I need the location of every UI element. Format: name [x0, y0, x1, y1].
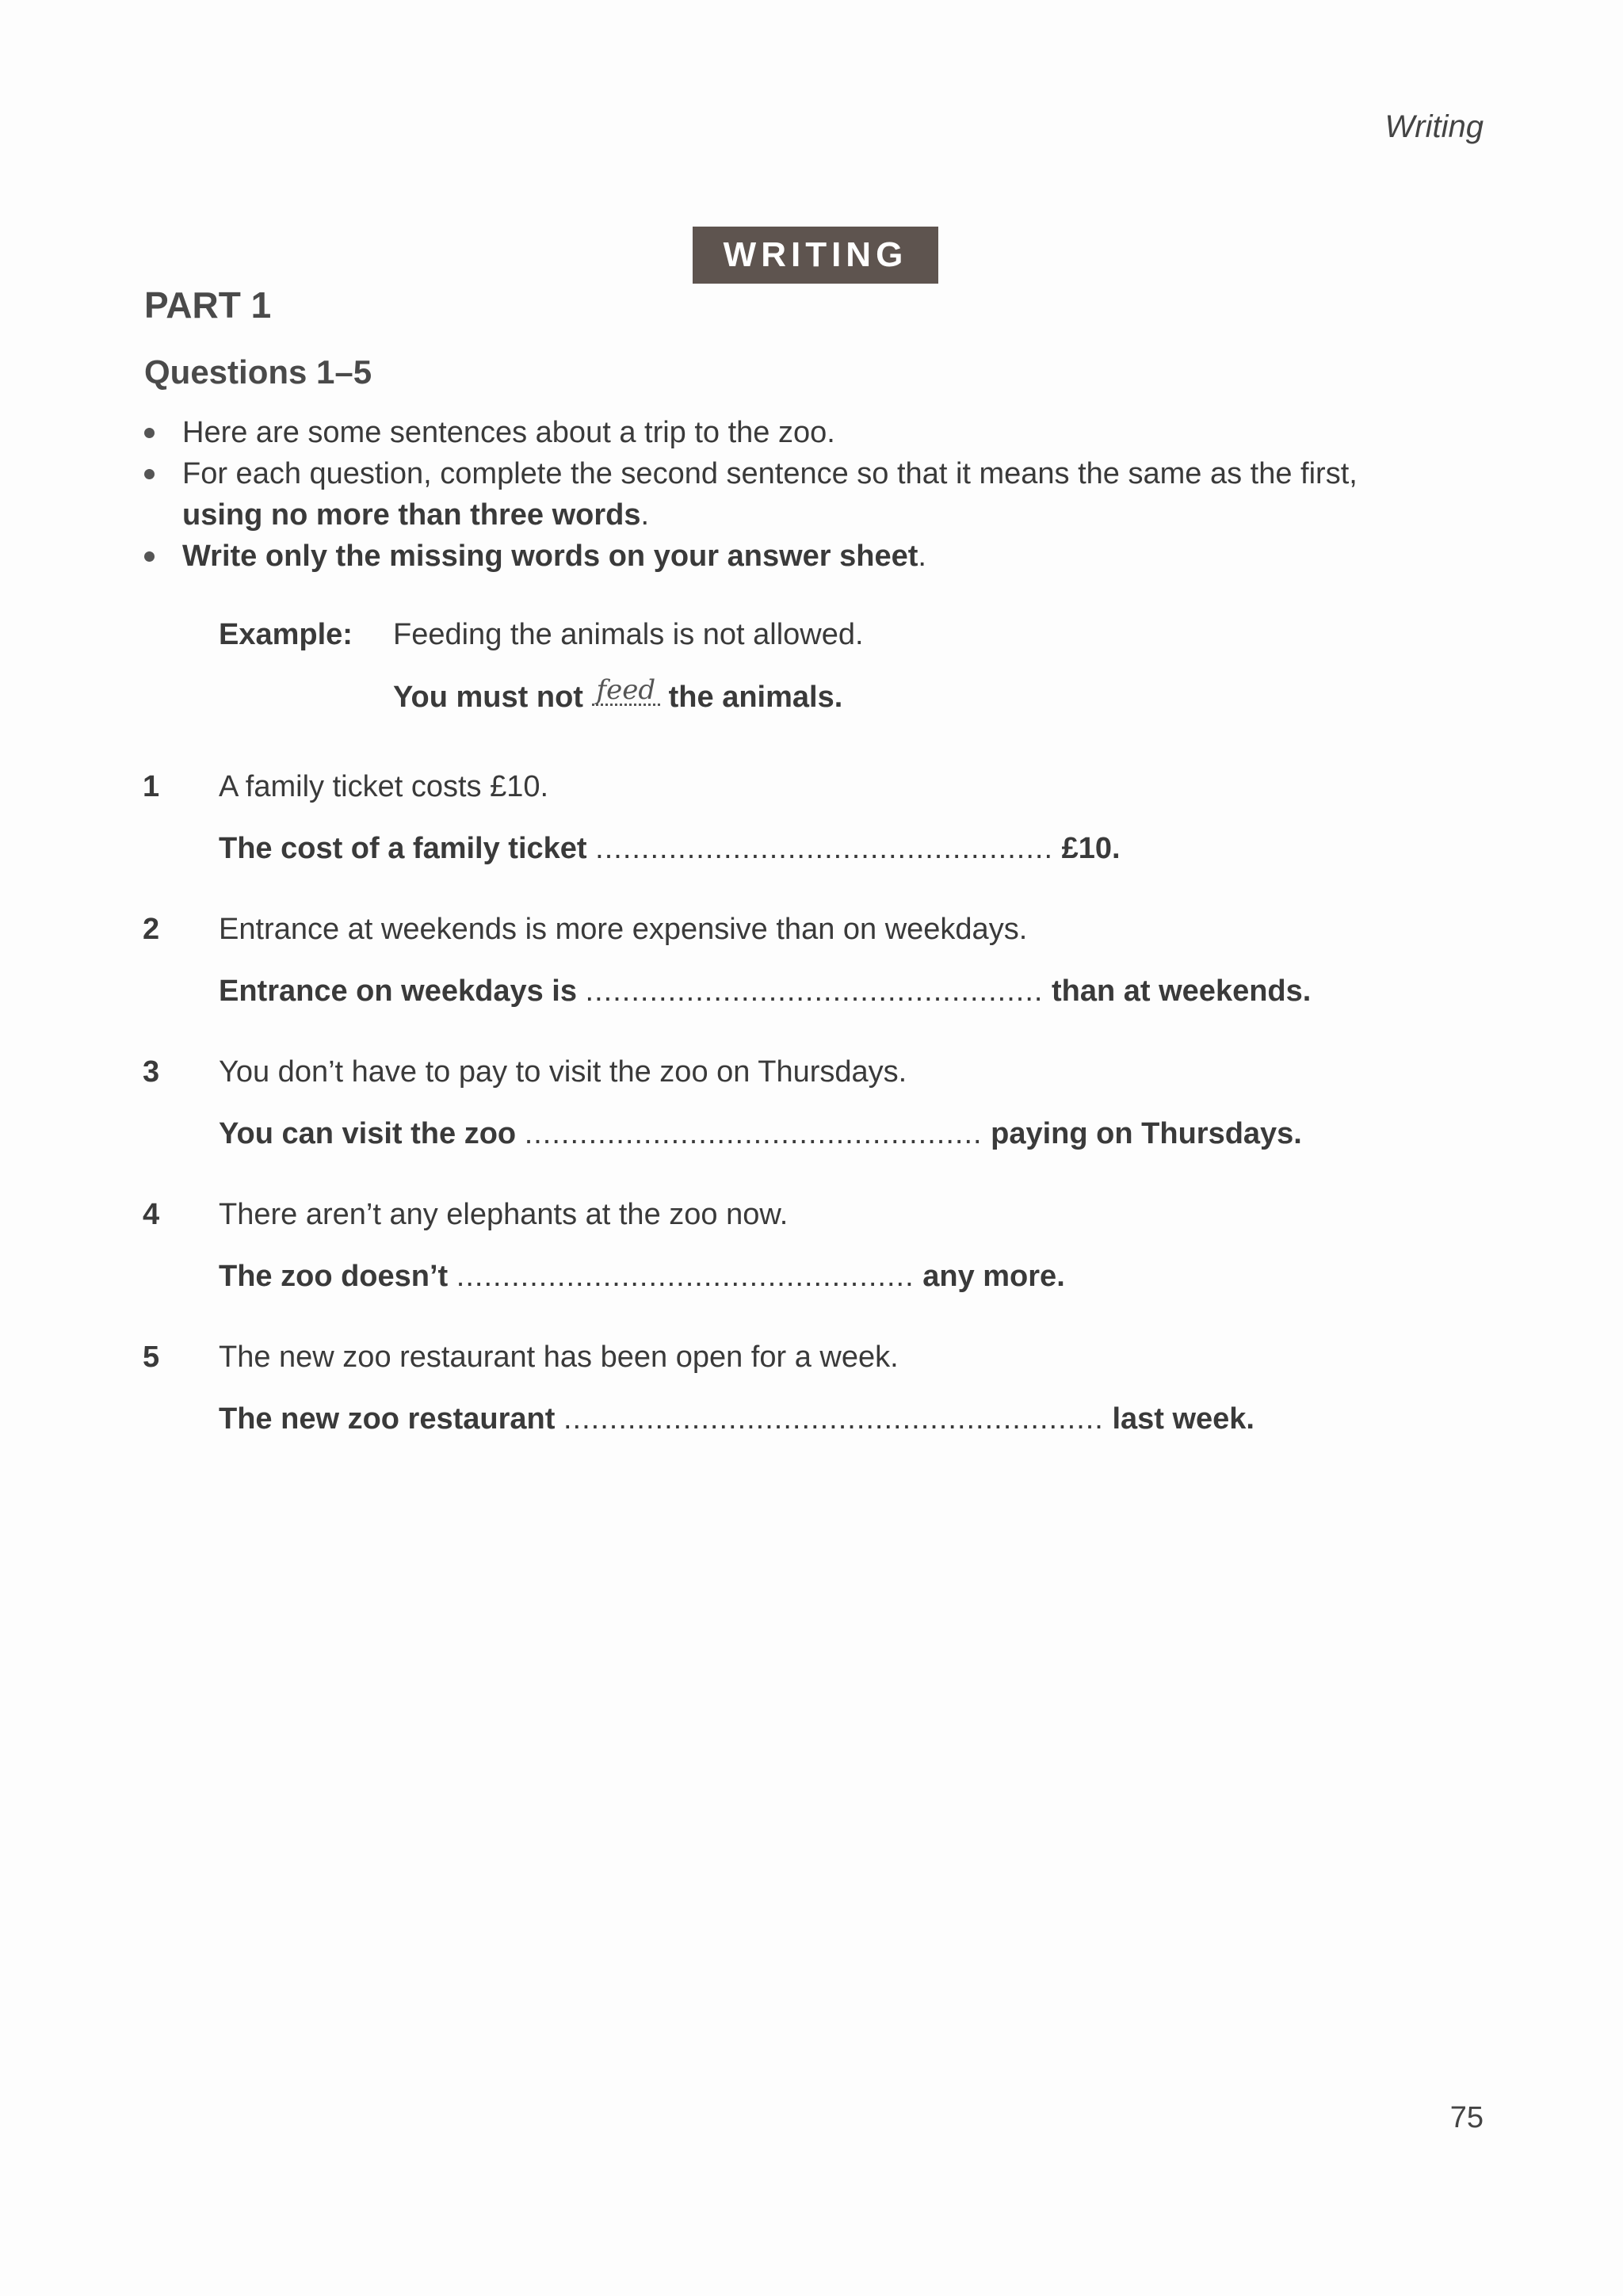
question-number: 2 [143, 913, 160, 946]
answer-blank[interactable]: .................................................. [585, 974, 1044, 1008]
target-after: than at weekends. [1052, 974, 1312, 1008]
bullet-icon [144, 551, 155, 562]
page-number: 75 [1449, 2101, 1484, 2134]
questions-title: Questions 1–5 [144, 353, 372, 391]
answer-blank[interactable]: .................................................. [595, 832, 1054, 865]
part-title: PART 1 [144, 284, 272, 326]
instructions-list [144, 412, 1476, 577]
bullet-icon [144, 428, 155, 438]
instruction-text: For each question, complete the second sentence so that it means the same as the first, [182, 457, 1358, 490]
answer-blank[interactable]: .................................................. [456, 1260, 915, 1293]
question-number: 4 [143, 1198, 160, 1231]
target-after: last week. [1112, 1402, 1254, 1436]
target-before: The cost of a family ticket [219, 832, 587, 865]
instruction-text: Here are some sentences about a trip to the zoo. [182, 416, 835, 449]
question-stem: Entrance at weekends is more expensive than on weekdays. [219, 913, 1028, 946]
question-target [219, 1117, 1302, 1151]
instruction-tail: . [640, 498, 650, 532]
target-after: any more. [922, 1260, 1065, 1293]
question-number: 5 [143, 1341, 160, 1374]
target-before: The new zoo restaurant [219, 1402, 556, 1436]
instruction-emphasis: using no more than three words [182, 498, 641, 532]
target-after: paying on Thursdays. [991, 1117, 1302, 1150]
example-before: You must not [393, 681, 583, 714]
example-label: Example: [219, 618, 353, 651]
instruction-emphasis: Write only the missing words on your answer sheet [182, 540, 918, 573]
question-stem: You don’t have to pay to visit the zoo on Thursdays. [219, 1055, 907, 1089]
question-number: 3 [143, 1055, 160, 1089]
example-block [219, 618, 864, 715]
instruction-item [144, 412, 1476, 453]
example-answer: feed [592, 677, 661, 706]
instruction-item [144, 453, 1476, 536]
target-before: The zoo doesn’t [219, 1260, 449, 1293]
answer-blank[interactable]: .................................................. [524, 1117, 983, 1150]
answer-blank[interactable]: ........................................................... [563, 1402, 1104, 1436]
instruction-item [144, 536, 1476, 577]
example-after: the animals. [668, 681, 843, 714]
bullet-icon [144, 469, 155, 479]
question-stem: There aren’t any elephants at the zoo now. [219, 1198, 789, 1231]
question-target [219, 974, 1311, 1009]
question-number: 1 [143, 770, 160, 803]
question-target [219, 1260, 1065, 1294]
target-before: Entrance on weekdays is [219, 974, 577, 1008]
section-banner: WRITING [693, 227, 938, 284]
example-target [393, 674, 864, 715]
question-target [219, 832, 1121, 866]
example-sentence: Feeding the animals is not allowed. [393, 618, 864, 651]
running-head: Writing [1384, 109, 1484, 144]
question-stem: The new zoo restaurant has been open for a week. [219, 1341, 899, 1374]
question-stem: A family ticket costs £10. [219, 770, 549, 803]
instruction-tail: . [918, 540, 926, 573]
target-after: £10. [1061, 832, 1121, 865]
question-target [219, 1402, 1254, 1436]
target-before: You can visit the zoo [219, 1117, 517, 1150]
